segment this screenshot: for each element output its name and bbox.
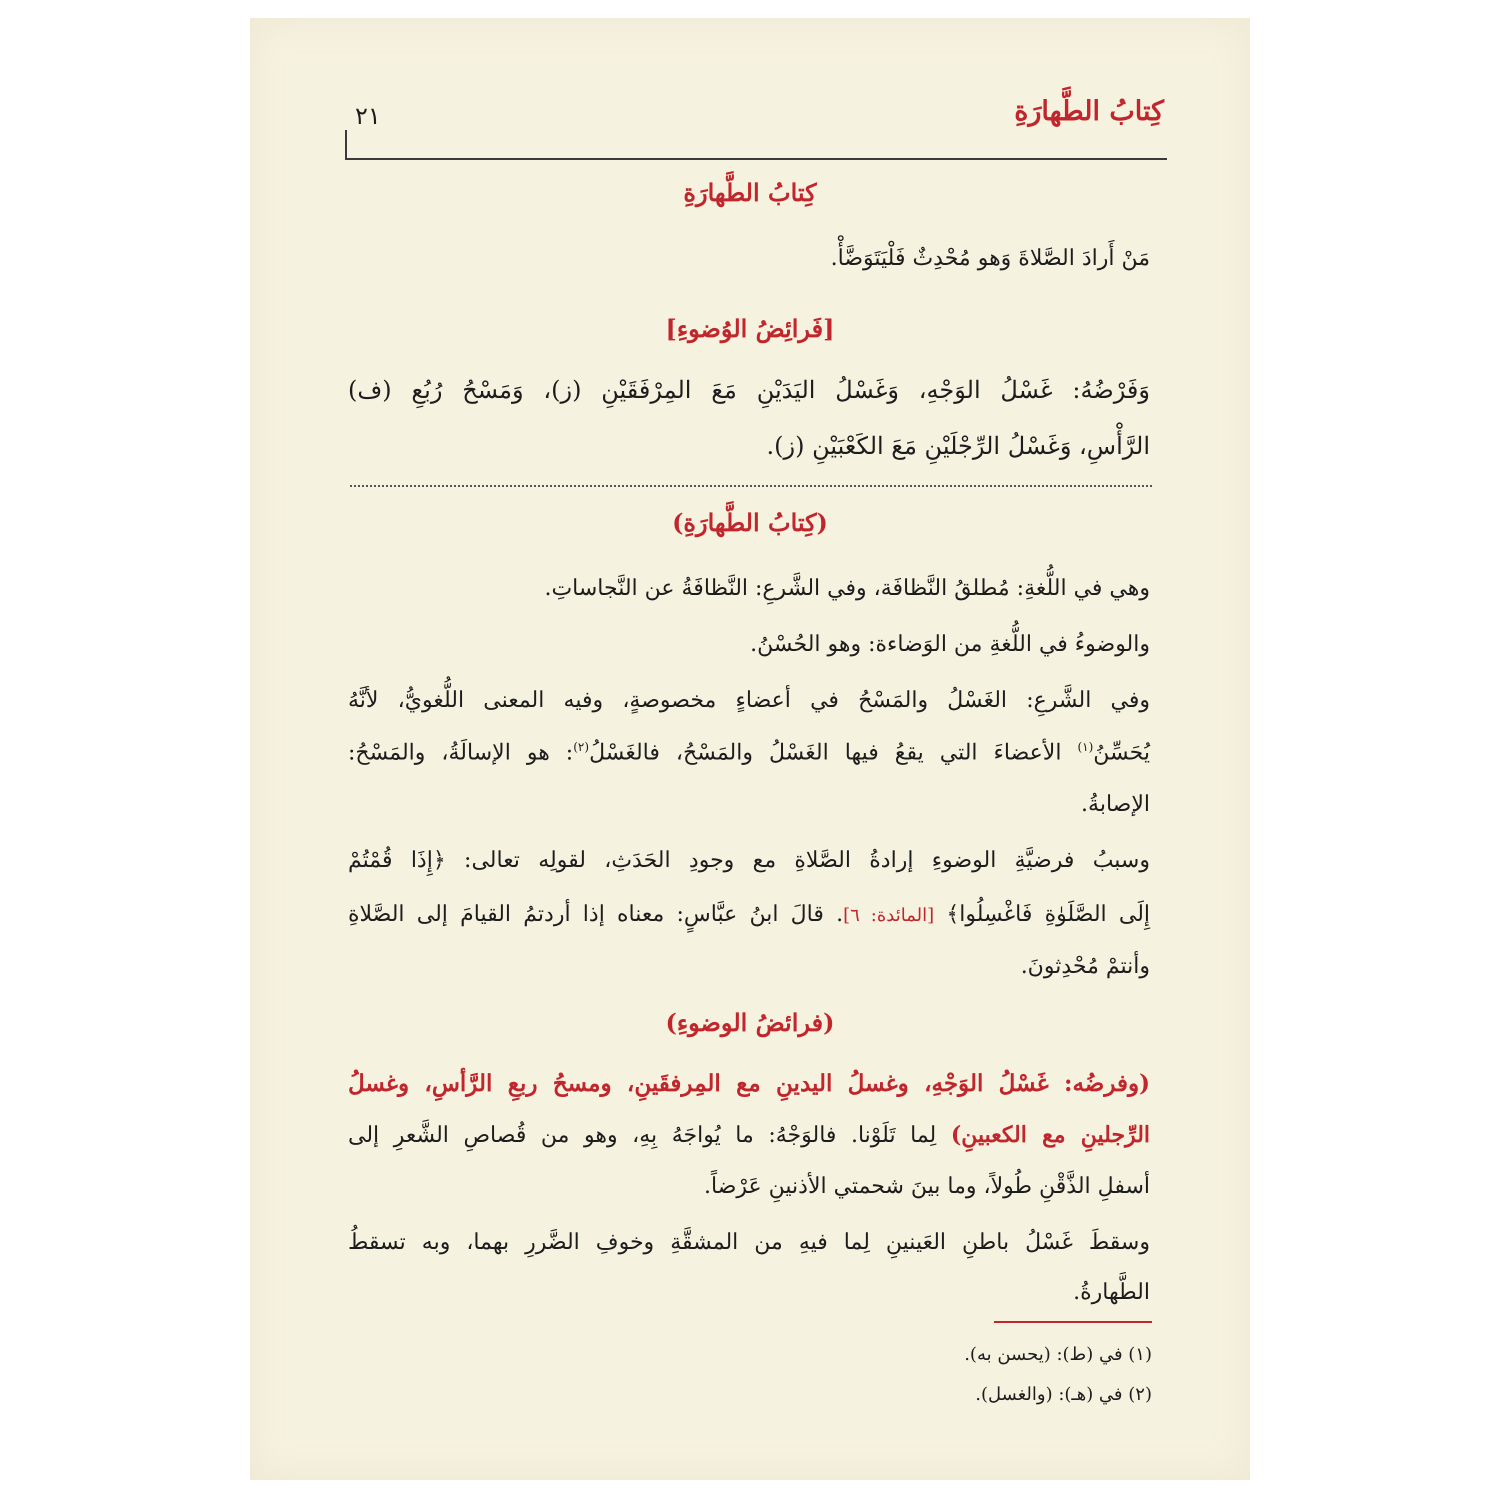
section-divider — [350, 485, 1152, 487]
footnote-rule — [994, 1321, 1152, 1323]
sharh-paragraph-5-line-3: أسفلِ الذَّقْنِ طُولاً، وما بينَ شحمتي الأذنينِ عَرْضاً. — [704, 1174, 1150, 1199]
sharh-paragraph-6-line-1: وسقطَ غَسْلُ باطنِ العَينينِ لِما فيهِ من المشقَّةِ وخوفِ الضَّررِ بهما، وبه تسقطُ — [348, 1230, 1150, 1255]
matn-intro: مَنْ أَرادَ الصَّلاةَ وَهو مُحْدِثٌ فَلْيَتَوَضَّأْ. — [830, 246, 1150, 271]
header-rule-tick — [345, 130, 347, 160]
quran-reference: [المائدة: ٦] — [843, 905, 935, 926]
page-number: ٢١ — [355, 102, 381, 130]
sharh-paragraph-3-line-2: يُحَسِّنُ$^{(١)}$ الأعضاءَ التي يقعُ فيها الغَسْلُ والمَسْحُ، فالغَسْلُ$^{(٢)}$: هو الإسالَةُ، والمَسْحُ: — [348, 740, 1150, 766]
sharh-paragraph-3-line-3: الإصابةُ. — [1081, 792, 1150, 817]
sharh-heading: (كِتابُ الطَّهارَةِ) — [672, 508, 828, 537]
sharh-paragraph-3-line-1: وفي الشَّرعِ: الغَسْلُ والمَسْحُ في أعضاءٍ مخصوصةٍ، وفيه المعنى اللُّغويُّ، لأنَّهُ — [348, 688, 1150, 713]
sharh-paragraph-2: والوضوءُ في اللُّغةِ من الوَضاءة: وهو الحُسْنُ. — [750, 632, 1150, 657]
sharh-paragraph-5-line-2: الرِّجلينِ مع الكعبينِ) لِما تَلَوْنا. فالوَجْهُ: ما يُواجَهُ بِهِ، وهو من قُصاصِ الشَّعرِ إلى — [348, 1122, 1151, 1148]
running-header-title: كِتابُ الطَّهارَةِ — [1014, 96, 1164, 127]
footnote-ref-1[interactable]: (١) — [1077, 740, 1094, 754]
footnote-1: (١) في (ط): (يحسن به). — [964, 1344, 1152, 1365]
matn-heading: كِتابُ الطَّهارَةِ — [683, 178, 817, 207]
sharh-paragraph-4-line-3: وأنتمْ مُحْدِثونَ. — [1020, 954, 1150, 979]
sharh-paragraph-1: وهي في اللُّغةِ: مُطلقُ النَّظافَة، وفي الشَّرعِ: النَّظافَةُ عن النَّجاساتِ. — [544, 576, 1150, 601]
footnote-2: (٢) في (هـ): (والغسل). — [975, 1384, 1152, 1405]
book-page — [250, 18, 1250, 1480]
sharh-paragraph-4-line-1: وسببُ فرضيَّةِ الوضوءِ إرادةُ الصَّلاةِ مع وجودِ الحَدَثِ، لقولِه تعالى: ﴿إِذَا قُمْتُمْ — [348, 848, 1150, 873]
sharh-paragraph-5-line-1: (وفرضُه: غَسْلُ الوَجْهِ، وغسلُ اليدينِ مع المِرفقَينِ، ومسحُ ربعِ الرَّأسِ، وغسلُ — [348, 1070, 1150, 1097]
sharh-paragraph-6-line-2: الطَّهارةُ. — [1073, 1280, 1150, 1305]
sharh-subheading: (فرائضُ الوضوءِ) — [665, 1008, 835, 1037]
sharh-paragraph-4-line-2: إِلَى الصَّلَوٰةِ فَاغْسِلُوا﴾ [المائدة: ٦]. قالَ ابنُ عبَّاسٍ: معناه إذا أردتمُ القيامَ إلى الصَّلاةِ — [348, 902, 1151, 927]
matn-line-2: الرَّأْسِ، وَغَسْلُ الرِّجْلَيْنِ مَعَ الكَعْبَيْنِ (ز). — [766, 432, 1150, 460]
header-rule — [345, 158, 1167, 160]
footnote-ref-2[interactable]: (٢) — [573, 740, 590, 754]
matn-line-1: وَفَرْضُهُ: غَسْلُ الوَجْهِ، وَغَسْلُ اليَدَيْنِ مَعَ المِرْفَقَيْنِ (ز)، وَمَسْحُ رُبُعِ (ف) — [348, 376, 1150, 404]
matn-subheading: [فَرائِضُ الوُضوءِ] — [665, 314, 835, 343]
